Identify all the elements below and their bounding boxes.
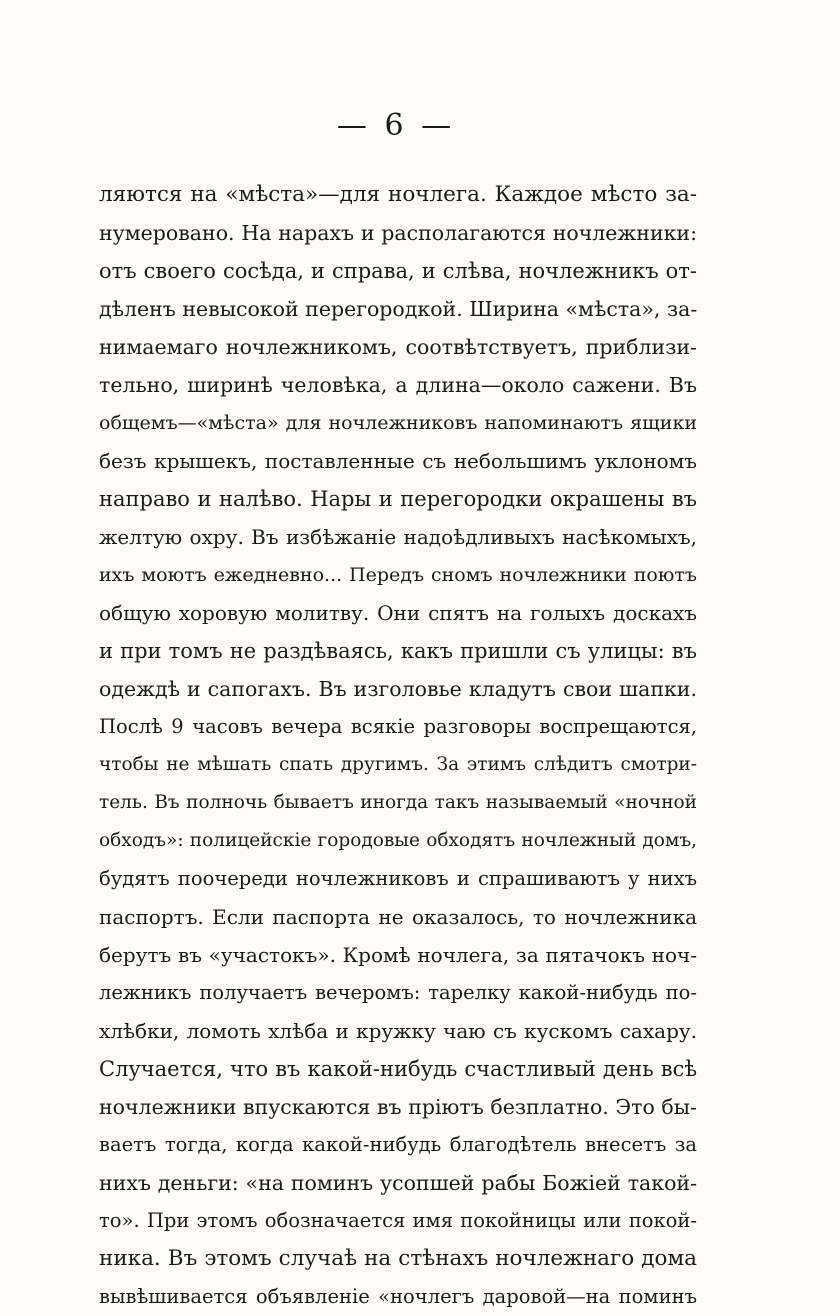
- text-line: Послѣ 9 часовъ вечера всякіе разговоры воспрещаются,: [99, 715, 697, 738]
- text-line: паспортъ. Если паспорта не оказалось, то ночлежника: [99, 905, 697, 929]
- text-line: нимаемаго ночлежникомъ, соотвѣтствуетъ, приблизи-: [99, 335, 697, 359]
- text-line: Случается, что въ какой-нибудь счастливый день всѣ: [99, 1057, 697, 1081]
- text-line: нихъ деньги: «на поминъ усопшей рабы Божіей такой-: [99, 1171, 697, 1195]
- text-line: тель. Въ полночь бываетъ иногда такъ называемый «ночной: [99, 792, 697, 813]
- text-line: желтую охру. Въ избѣжаніе надоѣдливыхъ насѣкомыхъ,: [99, 525, 697, 549]
- text-line: безъ крышекъ, поставленные съ небольшимъ уклономъ: [99, 449, 697, 473]
- text-line: общую хоровую молитву. Они спятъ на голыхъ доскахъ: [99, 601, 697, 625]
- text-line: и при томъ не раздѣваясь, какъ пришли съ улицы: въ: [99, 639, 697, 663]
- text-line: дѣленъ невысокой перегородкой. Ширина «мѣста», за-: [99, 297, 697, 321]
- text-line: ихъ моютъ ежедневно... Передъ сномъ ночлежники поютъ: [99, 564, 697, 586]
- text-line: лежникъ получаетъ вечеромъ: тарелку какой-нибудь по-: [99, 981, 697, 1004]
- text-line: ляются на «мѣста»—для ночлега. Каждое мѣсто за-: [99, 182, 697, 207]
- text-line: ника. Въ этомъ случаѣ на стѣнахъ ночлежнаго дома: [99, 1246, 697, 1271]
- body-text: [99, 176, 697, 1316]
- text-line: направо и налѣво. Нары и перегородки окрашены въ: [99, 487, 697, 511]
- text-line: вывѣшивается объявленіе «ночлегъ даровой—на поминъ: [99, 1285, 697, 1308]
- text-line: общемъ—«мѣста» для ночлежниковъ напоминаютъ ящики: [99, 412, 697, 434]
- text-line: ваетъ тогда, когда какой-нибудь благодѣтель внесетъ за: [99, 1133, 697, 1156]
- text-line: будятъ поочереди ночлежниковъ и спрашиваютъ у нихъ: [99, 867, 697, 890]
- text-line: ночлежники впускаются въ пріютъ безплатно. Это бы-: [99, 1095, 697, 1119]
- text-line: то». При этомъ обозначается имя покойницы или покой-: [99, 1209, 697, 1232]
- text-line: нумеровано. На нарахъ и располагаются ночлежники:: [99, 221, 697, 245]
- text-line: одеждѣ и сапогахъ. Въ изголовье кладутъ свои шапки.: [99, 677, 697, 701]
- text-line: отъ своего сосѣда, и справа, и слѣва, ночлежникъ от-: [99, 259, 697, 283]
- text-line: берутъ въ «участокъ». Кромѣ ночлега, за пятачокъ ноч-: [99, 943, 697, 967]
- text-line: обходъ»: полицейскіе городовые обходятъ ночлежный домъ,: [99, 830, 697, 851]
- text-line: тельно, ширинѣ человѣка, а длина—около сажени. Въ: [99, 373, 697, 397]
- text-line: хлѣбки, ломоть хлѣба и кружку чаю съ кускомъ сахару.: [99, 1019, 697, 1043]
- page-number: — 6 —: [336, 108, 456, 143]
- text-line: чтобы не мѣшать спать другимъ. За этимъ слѣдитъ смотри-: [99, 754, 697, 775]
